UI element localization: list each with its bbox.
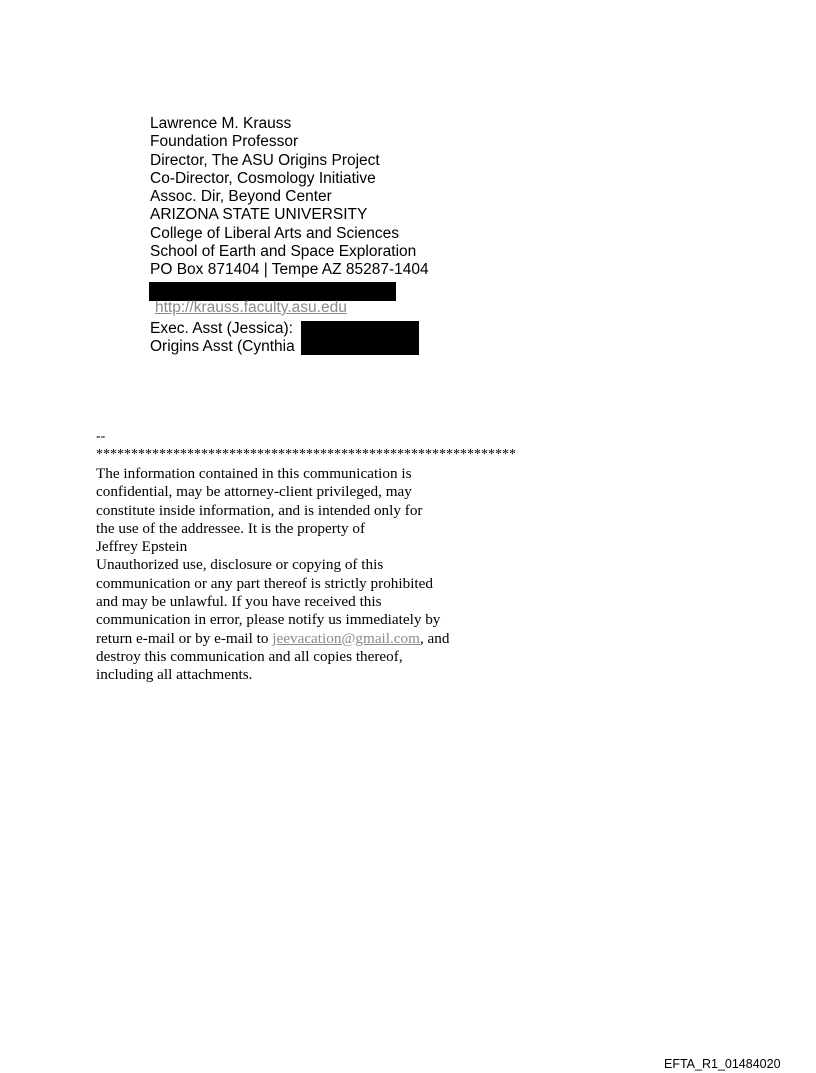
signature-separator: --	[96, 429, 106, 444]
document-id: EFTA_R1_01484020	[664, 1057, 781, 1071]
signature-name: Lawrence M. Krauss	[150, 115, 292, 132]
disclaimer-return-line	[96, 630, 449, 648]
signature-co-director: Co-Director, Cosmology Initiative	[150, 169, 376, 187]
disclaimer-owner: Jeffrey Epstein	[96, 538, 188, 556]
signature-university: ARIZONA STATE UNIVERSITY	[150, 206, 368, 224]
disclaimer-line: Unauthorized use, disclosure or copying of this	[96, 556, 384, 574]
email-link[interactable]: jeevacation@gmail.com	[272, 629, 420, 647]
signature-college: College of Liberal Arts and Sciences	[150, 224, 400, 242]
signature-block	[150, 115, 429, 280]
exec-asst-label: Exec. Asst (Jessica):	[150, 320, 293, 337]
disclaimer-line: The information contained in this communication is	[96, 465, 412, 482]
signature-address: PO Box 871404 | Tempe AZ 85287-1404	[150, 261, 429, 279]
signature-school: School of Earth and Space Exploration	[150, 243, 417, 261]
asterisk-divider: ************************************************************	[96, 447, 516, 462]
signature-title: Foundation Professor	[150, 133, 299, 151]
disclaimer-line: communication in error, please notify us immediately by	[96, 611, 441, 629]
origins-asst-label: Origins Asst (Cynthia	[150, 338, 295, 355]
disclaimer-line: and may be unlawful. If you have received this	[96, 593, 382, 611]
redaction-bar-origins-asst	[301, 337, 419, 355]
exec-asst-line	[150, 320, 293, 338]
disclaimer-line: the use of the addressee. It is the property of	[96, 519, 366, 537]
disclaimer-line: including all attachments.	[96, 666, 253, 684]
disclaimer-line: confidential, may be attorney-client privileged, may	[96, 483, 412, 501]
return-prefix: return e-mail or by e-mail to	[96, 629, 273, 647]
return-suffix: , and	[419, 629, 450, 647]
signature-director: Director, The ASU Origins Project	[150, 151, 380, 169]
website-link[interactable]: http://krauss.faculty.asu.edu	[155, 299, 347, 316]
disclaimer-line: communication or any part thereof is strictly prohibited	[96, 574, 433, 592]
website-line	[155, 299, 347, 317]
origins-asst-line	[150, 338, 295, 356]
signature-assoc-dir: Assoc. Dir, Beyond Center	[150, 188, 332, 206]
disclaimer-line: destroy this communication and all copies thereof,	[96, 647, 403, 665]
disclaimer-line: constitute inside information, and is intended only for	[96, 501, 423, 519]
confidentiality-disclaimer	[96, 465, 449, 685]
